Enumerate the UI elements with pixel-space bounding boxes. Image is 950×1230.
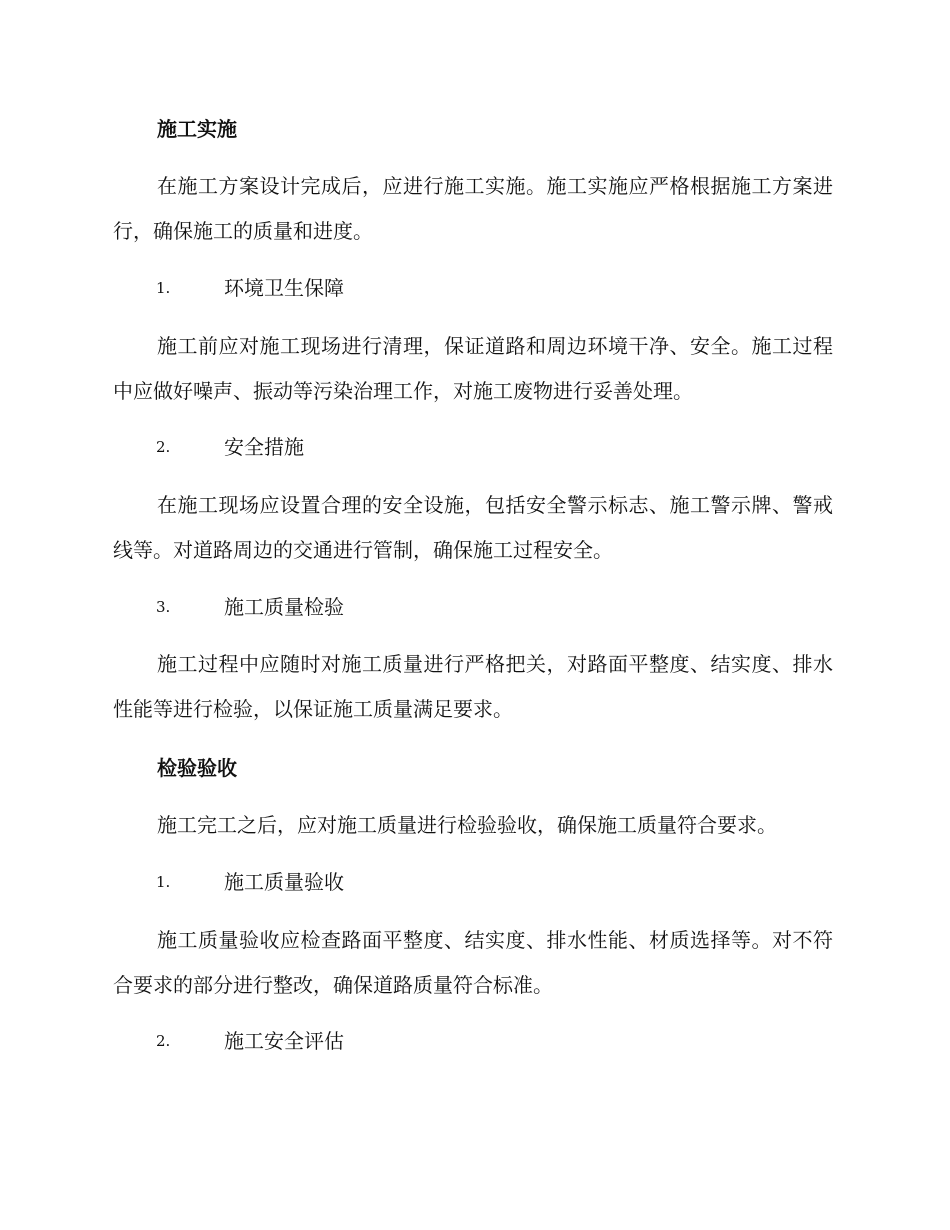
- list-item-body: 在施工现场应设置合理的安全设施，包括安全警示标志、施工警示牌、警戒线等。对道路周边的交通进行管制，确保施工过程安全。: [113, 493, 833, 562]
- list-item: [156, 266, 836, 311]
- list-item-title: 环境卫生保障: [224, 276, 344, 300]
- list-item-number: 2.: [156, 1032, 171, 1050]
- section-intro-inspection: 施工完工之后，应对施工质量进行检验验收，确保施工质量符合要求。: [157, 813, 777, 837]
- list-item-title: 施工安全评估: [224, 1029, 344, 1053]
- list-item-title: 安全措施: [224, 435, 304, 459]
- section-heading-inspection: 检验验收: [157, 756, 237, 780]
- list-item: [156, 1019, 836, 1064]
- section-intro-construction: 在施工方案设计完成后，应进行施工实施。施工实施应严格根据施工方案进行，确保施工的质量和进度。: [113, 174, 833, 243]
- list-item-number: 1.: [156, 873, 171, 891]
- list-item-number: 3.: [156, 598, 171, 616]
- list-item-title: 施工质量验收: [224, 870, 344, 894]
- list-item-body: 施工过程中应随时对施工质量进行严格把关，对路面平整度、结实度、排水性能等进行检验，以保证施工质量满足要求。: [113, 652, 833, 721]
- list-item: [156, 425, 836, 470]
- list-item-body: 施工质量验收应检查路面平整度、结实度、排水性能、材质选择等。对不符合要求的部分进行整改，确保道路质量符合标准。: [113, 928, 833, 997]
- list-item-number: 2.: [156, 438, 171, 456]
- section-heading-construction: 施工实施: [157, 117, 237, 141]
- list-item-body: 施工前应对施工现场进行清理，保证道路和周边环境干净、安全。施工过程中应做好噪声、振动等污染治理工作，对施工废物进行妥善处理。: [113, 334, 833, 403]
- list-item: [156, 860, 836, 905]
- list-item-number: 1.: [156, 279, 171, 297]
- list-item: [156, 585, 836, 630]
- list-item-title: 施工质量检验: [224, 595, 344, 619]
